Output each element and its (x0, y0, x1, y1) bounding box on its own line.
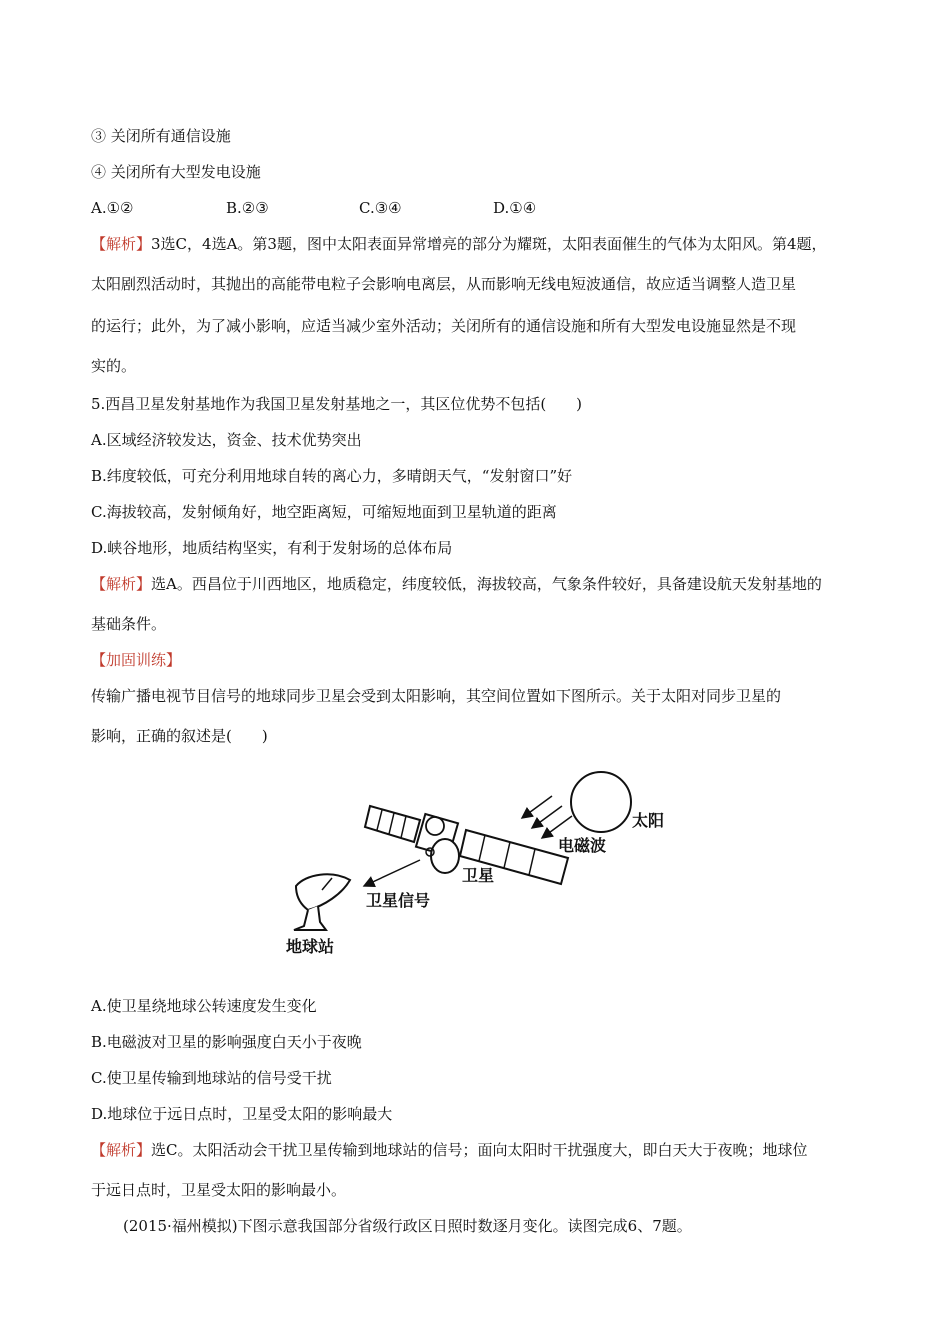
q4-choices (91, 198, 536, 218)
label-signal: 卫星信号 (366, 891, 431, 910)
analysis-tag: 【解析】 (91, 235, 152, 253)
analysis-1-line-2: 太阳剧烈活动时，其抛出的高能带电粒子会影响电离层，从而影响无线电短波通信，故应适当调整人造卫星 (91, 275, 797, 293)
analysis-tag: 【解析】 (91, 575, 152, 593)
next-question-intro: (2015·福州模拟)下图示意我国部分省级行政区日照时数逐月变化。读图完成6、7题。 (123, 1217, 692, 1235)
section-title: 【加固训练】 (91, 651, 182, 669)
wave-arrow-icon (532, 806, 562, 828)
sun-shape (571, 772, 631, 832)
question-6-stem-line-2: 影响，正确的叙述是( ) (91, 727, 268, 745)
solar-panel-left (365, 806, 420, 842)
label-sun: 太阳 (632, 811, 665, 830)
signal-arrow-icon (364, 860, 420, 886)
question-5-option-b: B.纬度较低，可充分利用地球自转的离心力，多晴朗天气，“发射窗口”好 (91, 467, 573, 485)
wave-arrow-icon (542, 816, 572, 838)
analysis-1-line-4: 实的。 (91, 357, 137, 375)
option-item-4: ④ 关闭所有大型发电设施 (91, 163, 261, 181)
ground-station-base (294, 906, 326, 930)
analysis-1-line-3: 的运行；此外，为了减小影响，应适当减少室外活动；关闭所有的通信设施和所有大型发电设施显然是不现 (91, 317, 797, 335)
analysis-3-line-2: 于远日点时，卫星受太阳的影响最小。 (91, 1181, 347, 1199)
question-6-option-d: D.地球位于远日点时，卫星受太阳的影响最大 (91, 1105, 393, 1123)
question-5-option-d: D.峡谷地形，地质结构坚实，有利于发射场的总体布局 (91, 539, 453, 557)
question-6-option-a: A.使卫星绕地球公转速度发生变化 (91, 997, 317, 1015)
question-6-option-b: B.电磁波对卫星的影响强度白天小于夜晚 (91, 1033, 362, 1051)
wave-arrow-icon (522, 796, 552, 818)
question-5-option-a: A.区域经济较发达，资金、技术优势突出 (91, 431, 362, 449)
choice-d: D.①④ (493, 199, 537, 217)
analysis-tag: 【解析】 (91, 1141, 152, 1159)
label-wave: 电磁波 (558, 836, 607, 855)
analysis-2-line-1: 【解析】选A。西昌位于川西地区，地质稳定，纬度较低，海拔较高，气象条件较好，具备建设航天发射基地的 (91, 575, 822, 593)
ground-station-dish (296, 874, 350, 910)
choice-a: A.①② (91, 199, 134, 217)
question-6-stem-line-1: 传输广播电视节目信号的地球同步卫星会受到太阳影响，其空间位置如下图所示。关于太阳对同步卫星的 (91, 687, 782, 705)
analysis-1-line-1: 【解析】3选C，4选A。第3题，图中太阳表面异常增亮的部分为耀斑，太阳表面催生的气体为太阳风。第4题， (91, 235, 827, 253)
choice-b: B.②③ (226, 199, 269, 217)
choice-c: C.③④ (359, 199, 402, 217)
question-5-option-c: C.海拔较高，发射倾角好，地空距离短，可缩短地面到卫星轨道的距离 (91, 503, 557, 521)
question-5-stem: 5.西昌卫星发射基地作为我国卫星发射基地之一，其区位优势不包括( ) (91, 395, 583, 413)
satellite-figure (270, 760, 690, 970)
question-6-option-c: C.使卫星传输到地球站的信号受干扰 (91, 1069, 332, 1087)
option-item-3: ③ 关闭所有通信设施 (91, 127, 231, 145)
satellite-dish (431, 839, 459, 873)
analysis-3-line-1: 【解析】选C。太阳活动会干扰卫星传输到地球站的信号；面向太阳时干扰强度大，即白天大于夜晚；地球位 (91, 1141, 808, 1159)
analysis-2-line-2: 基础条件。 (91, 615, 167, 633)
label-station: 地球站 (286, 937, 335, 956)
label-satellite: 卫星 (462, 866, 495, 885)
